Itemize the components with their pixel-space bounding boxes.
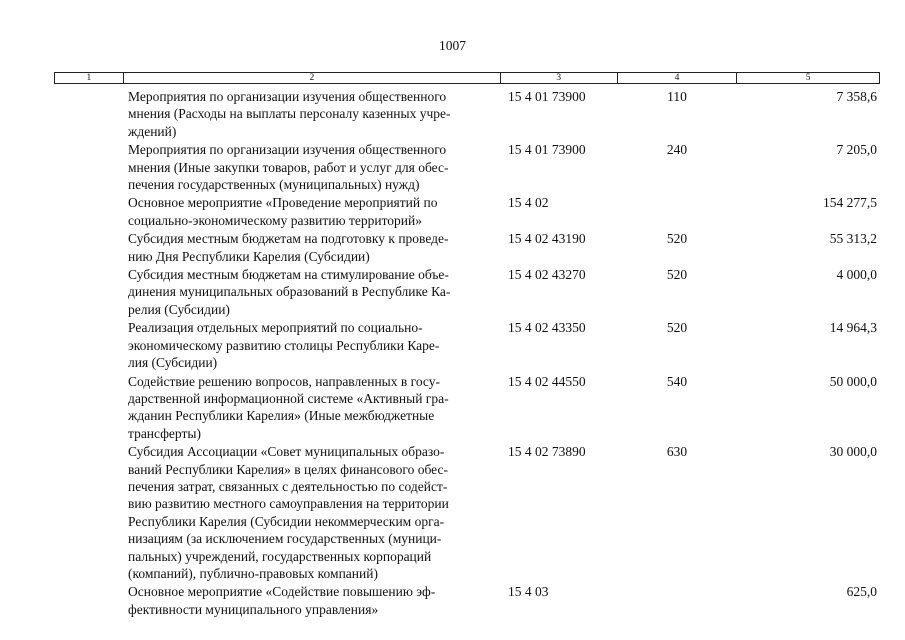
description-line: Основное мероприятие «Проведение мероприятий по — [128, 195, 438, 211]
row-description — [128, 319, 498, 371]
row-expense-type — [622, 583, 732, 618]
column-header-3: 3 — [501, 73, 618, 83]
description-line: трансферты) — [128, 425, 201, 441]
table-row — [54, 583, 880, 618]
row-empty-cell — [54, 319, 128, 371]
description-line: Реализация отдельных мероприятий по социально- — [128, 320, 423, 336]
row-amount: 14 964,3 — [829, 320, 877, 336]
row-amount: 30 000,0 — [829, 444, 877, 460]
table-row — [54, 141, 880, 193]
description-line: ждений) — [128, 123, 177, 139]
table-header — [54, 72, 880, 84]
row-empty-cell — [54, 88, 128, 140]
row-description — [128, 443, 498, 582]
description-line: Мероприятия по организации изучения общественного — [128, 89, 447, 104]
description-line: Республики Карелия (Субсидии некоммерческим орга- — [128, 513, 445, 529]
table-row — [54, 373, 880, 443]
column-header-1: 1 — [55, 73, 124, 83]
description-line: экономическому развитию столицы Республики Каре- — [128, 337, 440, 353]
column-header-4: 4 — [618, 73, 738, 83]
row-empty-cell — [54, 230, 128, 265]
row-empty-cell — [54, 194, 128, 229]
row-expense-type: 520 — [666, 267, 688, 283]
table-row — [54, 88, 880, 140]
table-row — [54, 194, 880, 229]
row-classification-code: 15 4 02 43190 — [508, 231, 586, 247]
row-expense-type: 520 — [666, 231, 688, 247]
row-empty-cell — [54, 141, 128, 193]
description-line: печения затрат, связанных с деятельностью по содейст- — [128, 478, 448, 494]
row-classification-code: 15 4 02 44550 — [508, 373, 586, 389]
row-amount: 154 277,5 — [823, 195, 877, 211]
row-amount: 7 358,6 — [836, 89, 877, 104]
row-description — [128, 141, 498, 193]
row-description — [128, 373, 498, 443]
description-line: жданин Республики Карелия» (Иные межбюджетные — [128, 408, 435, 424]
row-description — [128, 230, 498, 265]
description-line: нию Дня Республики Карелия (Субсидии) — [128, 248, 370, 264]
description-line: Основное мероприятие «Содействие повышению эф- — [128, 584, 436, 600]
row-classification-code: 15 4 02 43270 — [508, 267, 586, 283]
description-line: дарственной информационной системе «Активный гра- — [128, 390, 449, 406]
row-amount: 50 000,0 — [829, 373, 877, 389]
description-line: социально-экономическому развитию территорий» — [128, 212, 423, 228]
column-header-2: 2 — [124, 73, 501, 83]
row-expense-type: 240 — [666, 142, 688, 158]
row-description — [128, 583, 498, 618]
row-classification-code: 15 4 02 43350 — [508, 320, 586, 336]
description-line: Мероприятия по организации изучения общественного — [128, 142, 447, 158]
row-classification-code: 15 4 02 73890 — [508, 444, 586, 460]
row-classification-code: 15 4 01 73900 — [508, 89, 586, 104]
table-body — [54, 88, 880, 619]
description-line: вию развитию местного самоуправления на территории — [128, 496, 449, 512]
description-line: пальных) учреждений, государственных корпораций — [128, 548, 432, 564]
row-description — [128, 266, 498, 318]
row-expense-type: 630 — [666, 444, 688, 460]
description-line: мнения (Иные закупки товаров, работ и услуг для обес- — [128, 159, 449, 175]
description-line: Содействие решению вопросов, направленных в госу- — [128, 373, 440, 389]
row-classification-code: 15 4 03 — [508, 584, 549, 600]
description-line: печения государственных (муниципальных) нужд) — [128, 177, 420, 193]
row-expense-type — [622, 194, 732, 229]
page-number: 1007 — [439, 38, 466, 53]
description-line: низациям (за исключением государственных (муници- — [128, 531, 442, 547]
table-row — [54, 319, 880, 371]
row-classification-code: 15 4 02 — [508, 195, 549, 211]
row-amount: 625,0 — [846, 584, 877, 600]
description-line: Субсидия Ассоциации «Совет муниципальных образо- — [128, 444, 445, 460]
row-classification-code: 15 4 01 73900 — [508, 142, 586, 158]
table-row — [54, 443, 880, 582]
description-line: релия (Субсидии) — [128, 301, 230, 317]
description-line: фективности муниципального управления» — [128, 601, 379, 617]
column-header-5: 5 — [805, 73, 811, 83]
row-empty-cell — [54, 373, 128, 443]
description-line: Субсидия местным бюджетам на стимулирование объе- — [128, 267, 449, 283]
row-expense-type: 110 — [667, 89, 687, 104]
row-empty-cell — [54, 266, 128, 318]
row-empty-cell — [54, 443, 128, 582]
table-row — [54, 230, 880, 265]
row-description — [128, 194, 498, 229]
description-line: (компаний), публично-правовых компаний) — [128, 565, 378, 581]
row-amount: 4 000,0 — [836, 267, 877, 283]
row-empty-cell — [54, 583, 128, 618]
description-line: Субсидия местным бюджетам на подготовку к проведе- — [128, 231, 449, 247]
row-amount: 7 205,0 — [836, 142, 877, 158]
description-line: ваний Республики Карелия» в целях финансового обес- — [128, 461, 448, 477]
description-line: мнения (Расходы на выплаты персоналу казенных учре- — [128, 106, 451, 122]
row-expense-type: 520 — [666, 320, 688, 336]
row-expense-type: 540 — [666, 373, 688, 389]
description-line: динения муниципальных образований в Республике Ка- — [128, 284, 451, 300]
table-row — [54, 266, 880, 318]
row-description — [128, 88, 498, 140]
description-line: лия (Субсидии) — [128, 355, 218, 371]
row-amount: 55 313,2 — [829, 231, 877, 247]
